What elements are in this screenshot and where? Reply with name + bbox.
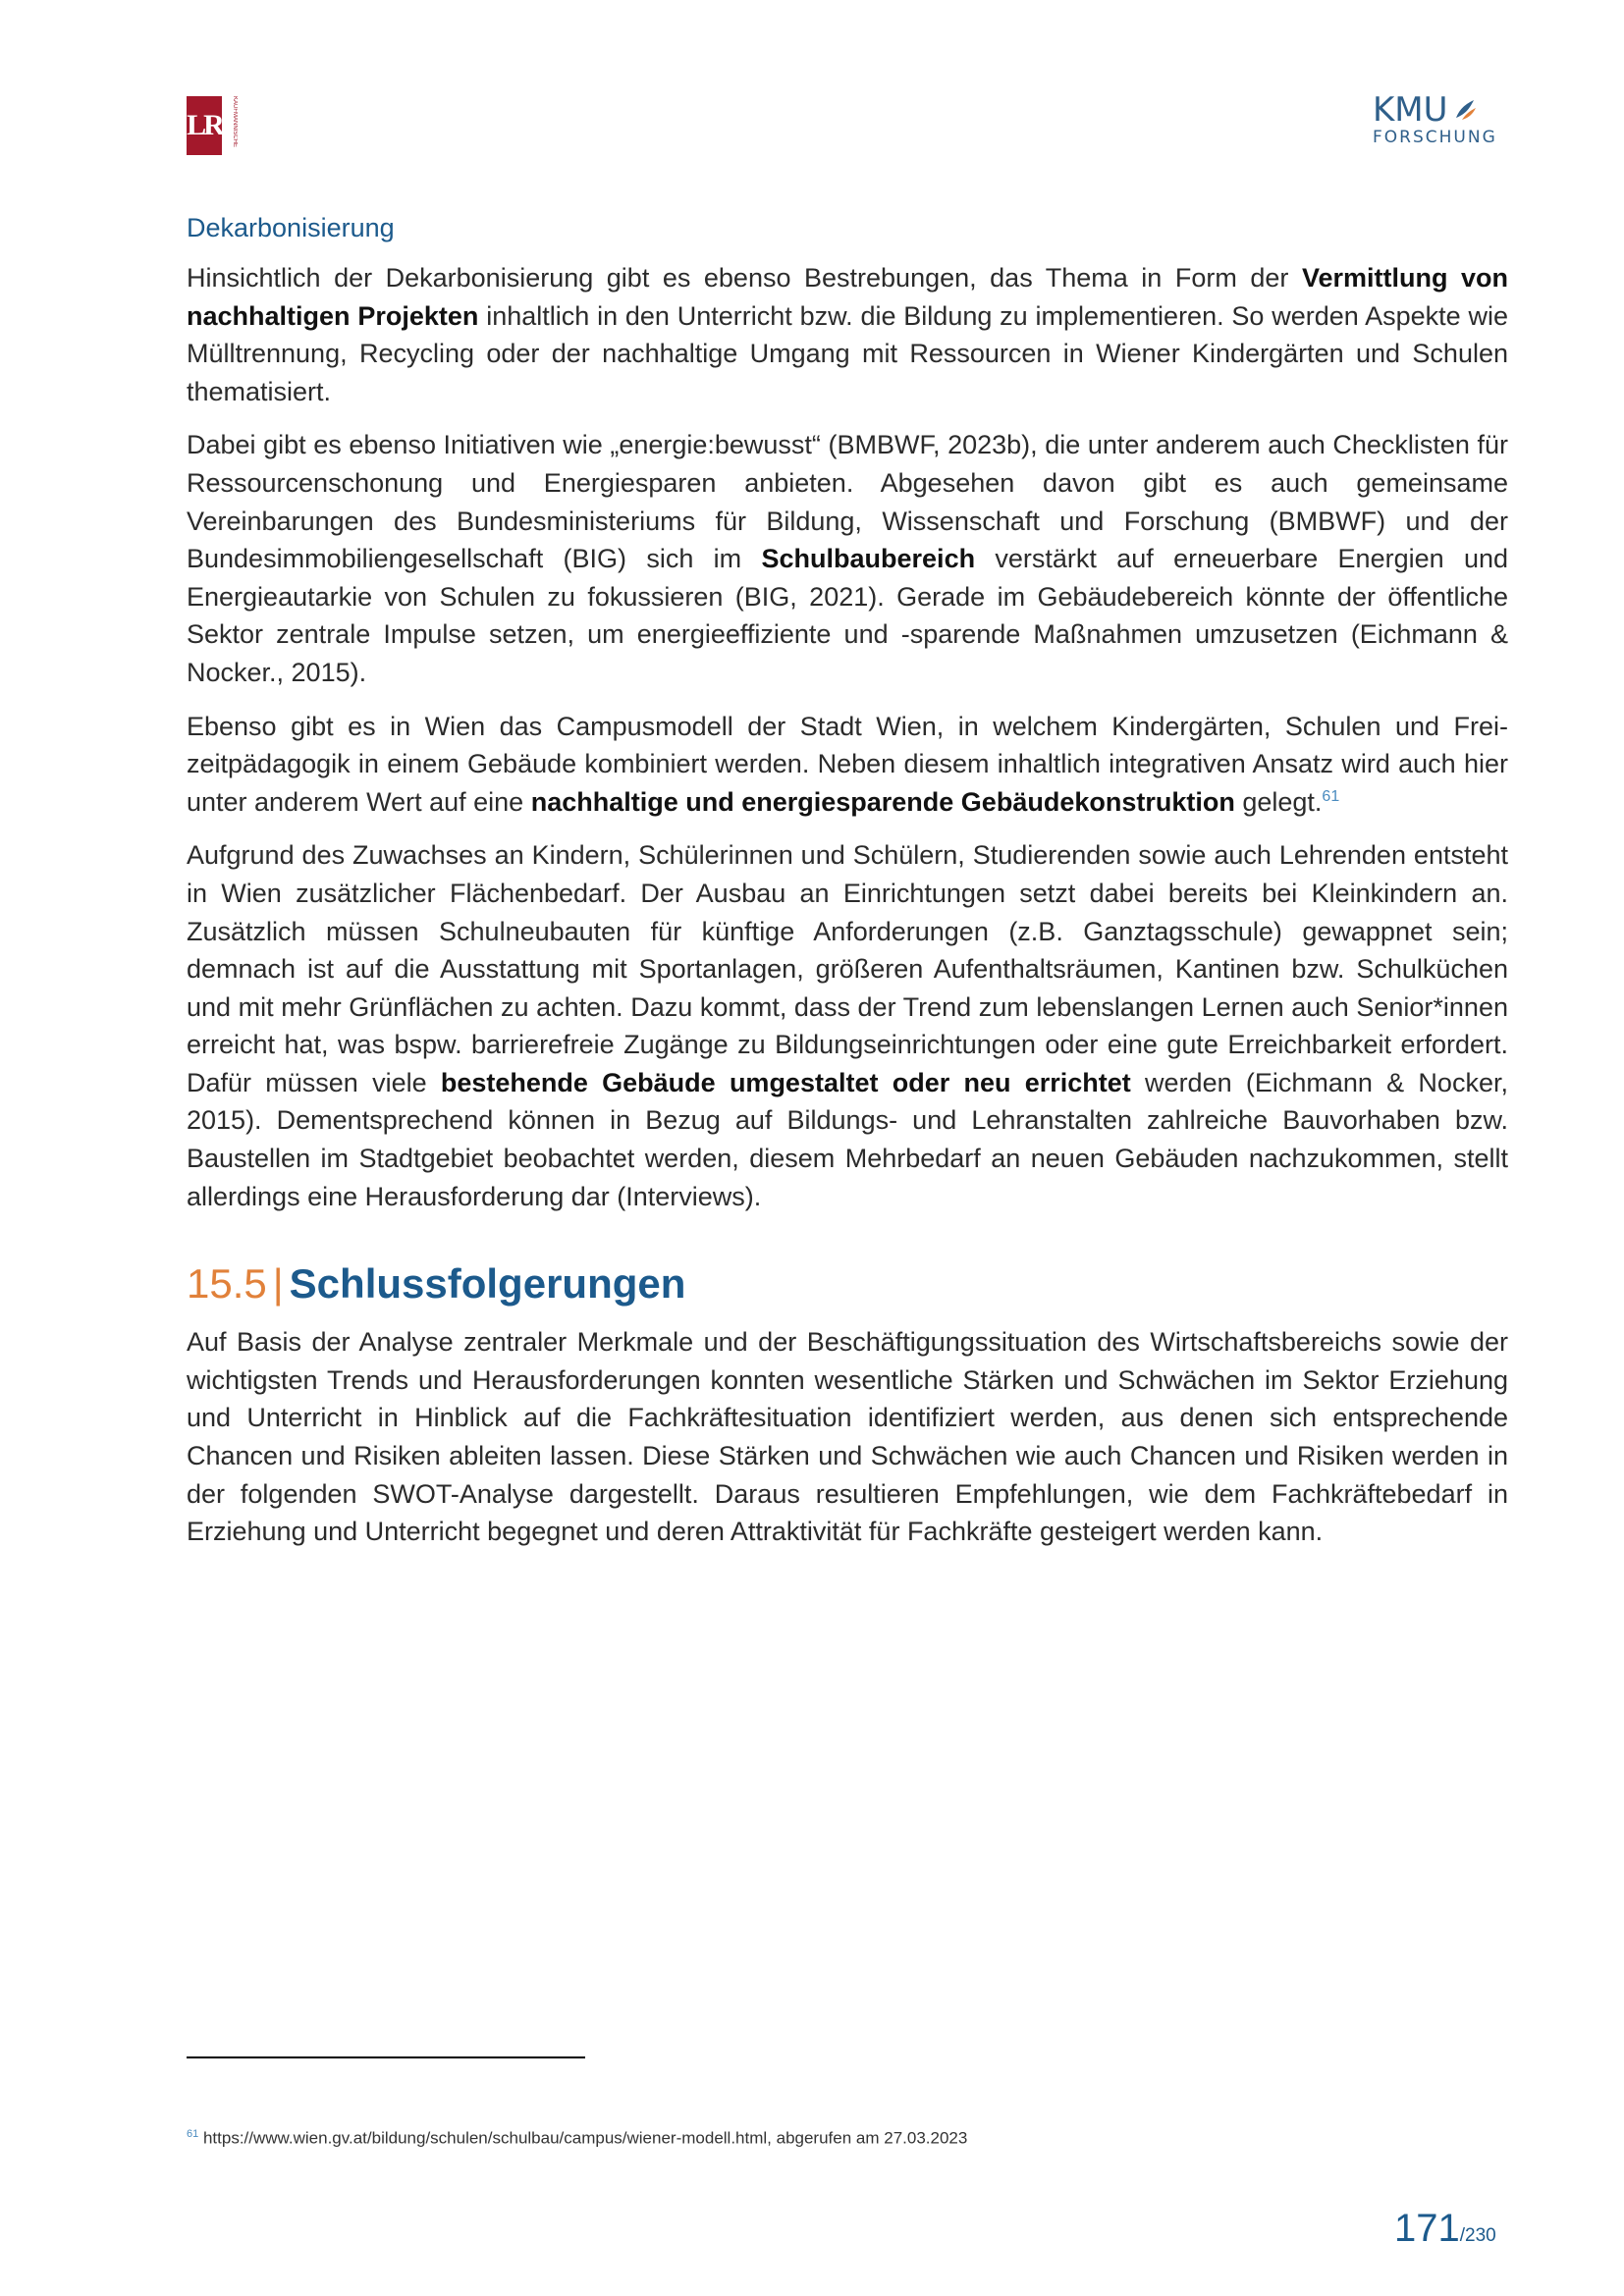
emphasis: Vermittlung von nachhaltigen Projekten xyxy=(187,263,1508,331)
emphasis: Schulbaubereich xyxy=(761,544,976,574)
footnote-number: 61 xyxy=(187,2128,199,2140)
footnote-text: https://www.wien.gv.at/bildung/schulen/schulbau/campus/wiener-modell.html, abgerufen am 27.03.2023 xyxy=(198,2128,968,2148)
emphasis: bestehende Gebäude umgestaltet oder neu errichtet xyxy=(440,1067,1131,1097)
paragraph-5: Auf Basis der Analyse zentraler Merkmale und der Beschäftigungssituation des Wirtschaftsbereichs sowie der wichtigsten Trends und Herausforderungen konnten wesentliche Stärken und Schwächen im Sektor Erziehung und Unterricht in Hinblick auf die Fachkräftesituation identifiziert werden, aus denen sich entsprechende Chancen und Risiken ableiten lassen. Diese Stärken und Schwächen wie auch Chancen und Risiken werden in der folgenden SWOT-Analyse dargestellt. Daraus resultieren Empfehlungen, wie dem Fachkräftebedarf in Erziehung und Unterricht begegnet und deren Attraktivität für Fachkräfte gesteigert werden kann. xyxy=(187,1327,1508,1547)
page-content xyxy=(187,206,1508,1567)
lr-logo-side-text: KAUFMÄNNISCHE xyxy=(232,96,238,148)
page-number xyxy=(1394,2207,1496,2251)
paragraph-3: Ebenso gibt es in Wien das Campusmodell der Stadt Wien, in welchem Kindergärten, Schulen und Freizeitpädagogik in einem Gebäude kombiniert werden. Neben diesem inhaltlich integrativen Ansatz wird auch hier unter anderem Wert auf eine nachhaltige und energiesparende Gebäudekonstruktion gelegt.$^{61}$ xyxy=(187,711,1508,817)
section-number: 15.5 xyxy=(187,1260,267,1308)
section-separator: | xyxy=(272,1260,284,1308)
forschung-logo-text: FORSCHUNG xyxy=(1373,128,1497,147)
kmu-forschung-logo xyxy=(1373,90,1497,147)
section-heading xyxy=(187,1256,1508,1311)
emphasis: nachhaltige und energiesparende Gebäudekonstruktion xyxy=(530,786,1235,817)
leaf-icon xyxy=(1452,98,1478,122)
footnote-divider xyxy=(187,2056,585,2058)
lr-logo xyxy=(187,96,238,155)
paragraph-4: Aufgrund des Zuwachses an Kindern, Schülerinnen und Schülern, Studierenden sowie auch Lehrenden entsteht in Wien zusätzlicher Flächenbedarf. Der Ausbau an Einrichtungen setzt dabei bereits bei Kleinkindern an. Zusätzlich müssen Schulneubauten für künftige Anforderungen (z.B. Ganztagsschule) gewappnet sein; demnach ist auf die Ausstattung mit Sportanlagen, größeren Aufenthaltsräumen, Kantinen bzw. Schulküchen und mit mehr Grünflächen zu achten. Dazu kommt, dass der Trend zum lebenslangen Lernen auch Senior*innen erreicht hat, was bspw. barrierefreie Zugänge zu Bildungseinrichtungen oder eine gute Erreichbarkeit erfordert. Dafür müssen viele bestehende Gebäude umgestaltet oder neu errichtet werden (Eichmann & Nocker, 2015). Dementsprechend können in Bezug auf Bildungs- und Lehranstalten zahlreiche Bauvorhaben bzw. Baustellen im Stadtgebiet beobachtet werden, diesem Mehrbedarf an neuen Gebäuden nachzukommen, stellt allerdings eine Herausforderung dar (Interviews). xyxy=(187,840,1508,1211)
section-title: Schlussfolgerungen xyxy=(289,1260,686,1308)
paragraph-2: Dabei gibt es ebenso Initiativen wie „energie:bewusst“ (BMBWF, 2023b), die unter anderem auch Checklisten für Ressourcenschonung und Energiesparen anbieten. Abgesehen davon gibt es auch gemeinsame Vereinbarungen des Bundesministeriums für Bildung, Wissenschaft und Forschung (BMBWF) und der Bundesimmobiliengesellschaft (BIG) sich im Schulbaubereich verstärkt auf erneuerbare Energien und Energieautarkie von Schulen zu fokussieren (BIG, 2021). Gerade im Gebäudebereich könnte der öffentliche Sektor zentrale Impulse setzen, um energieeffiziente und -sparende Maßnahmen umzusetzen (Eichmann & Nocker., 2015). xyxy=(187,430,1508,687)
footnote-reference[interactable]: 61 xyxy=(1322,787,1340,805)
paragraph-1: Hinsichtlich der Dekarbonisierung gibt es ebenso Bestrebungen, das Thema in Form der Vermittlung von nachhaltigen Projekten inhaltlich in den Unterricht bzw. die Bildung zu implementieren. So werden Aspekte wie Mülltrennung, Recycling oder der nachhaltige Umgang mit Ressourcen in Wiener Kindergärten und Schulen thematisiert. xyxy=(187,263,1509,406)
subheading-dekarbonisierung: Dekarbonisierung xyxy=(187,213,395,242)
footnote xyxy=(187,2128,967,2149)
page-current: 171 xyxy=(1394,2207,1460,2250)
kmu-logo-text: KMU xyxy=(1373,90,1448,130)
lr-logo-mark: LR xyxy=(187,96,222,155)
page-total: /230 xyxy=(1459,2225,1496,2246)
